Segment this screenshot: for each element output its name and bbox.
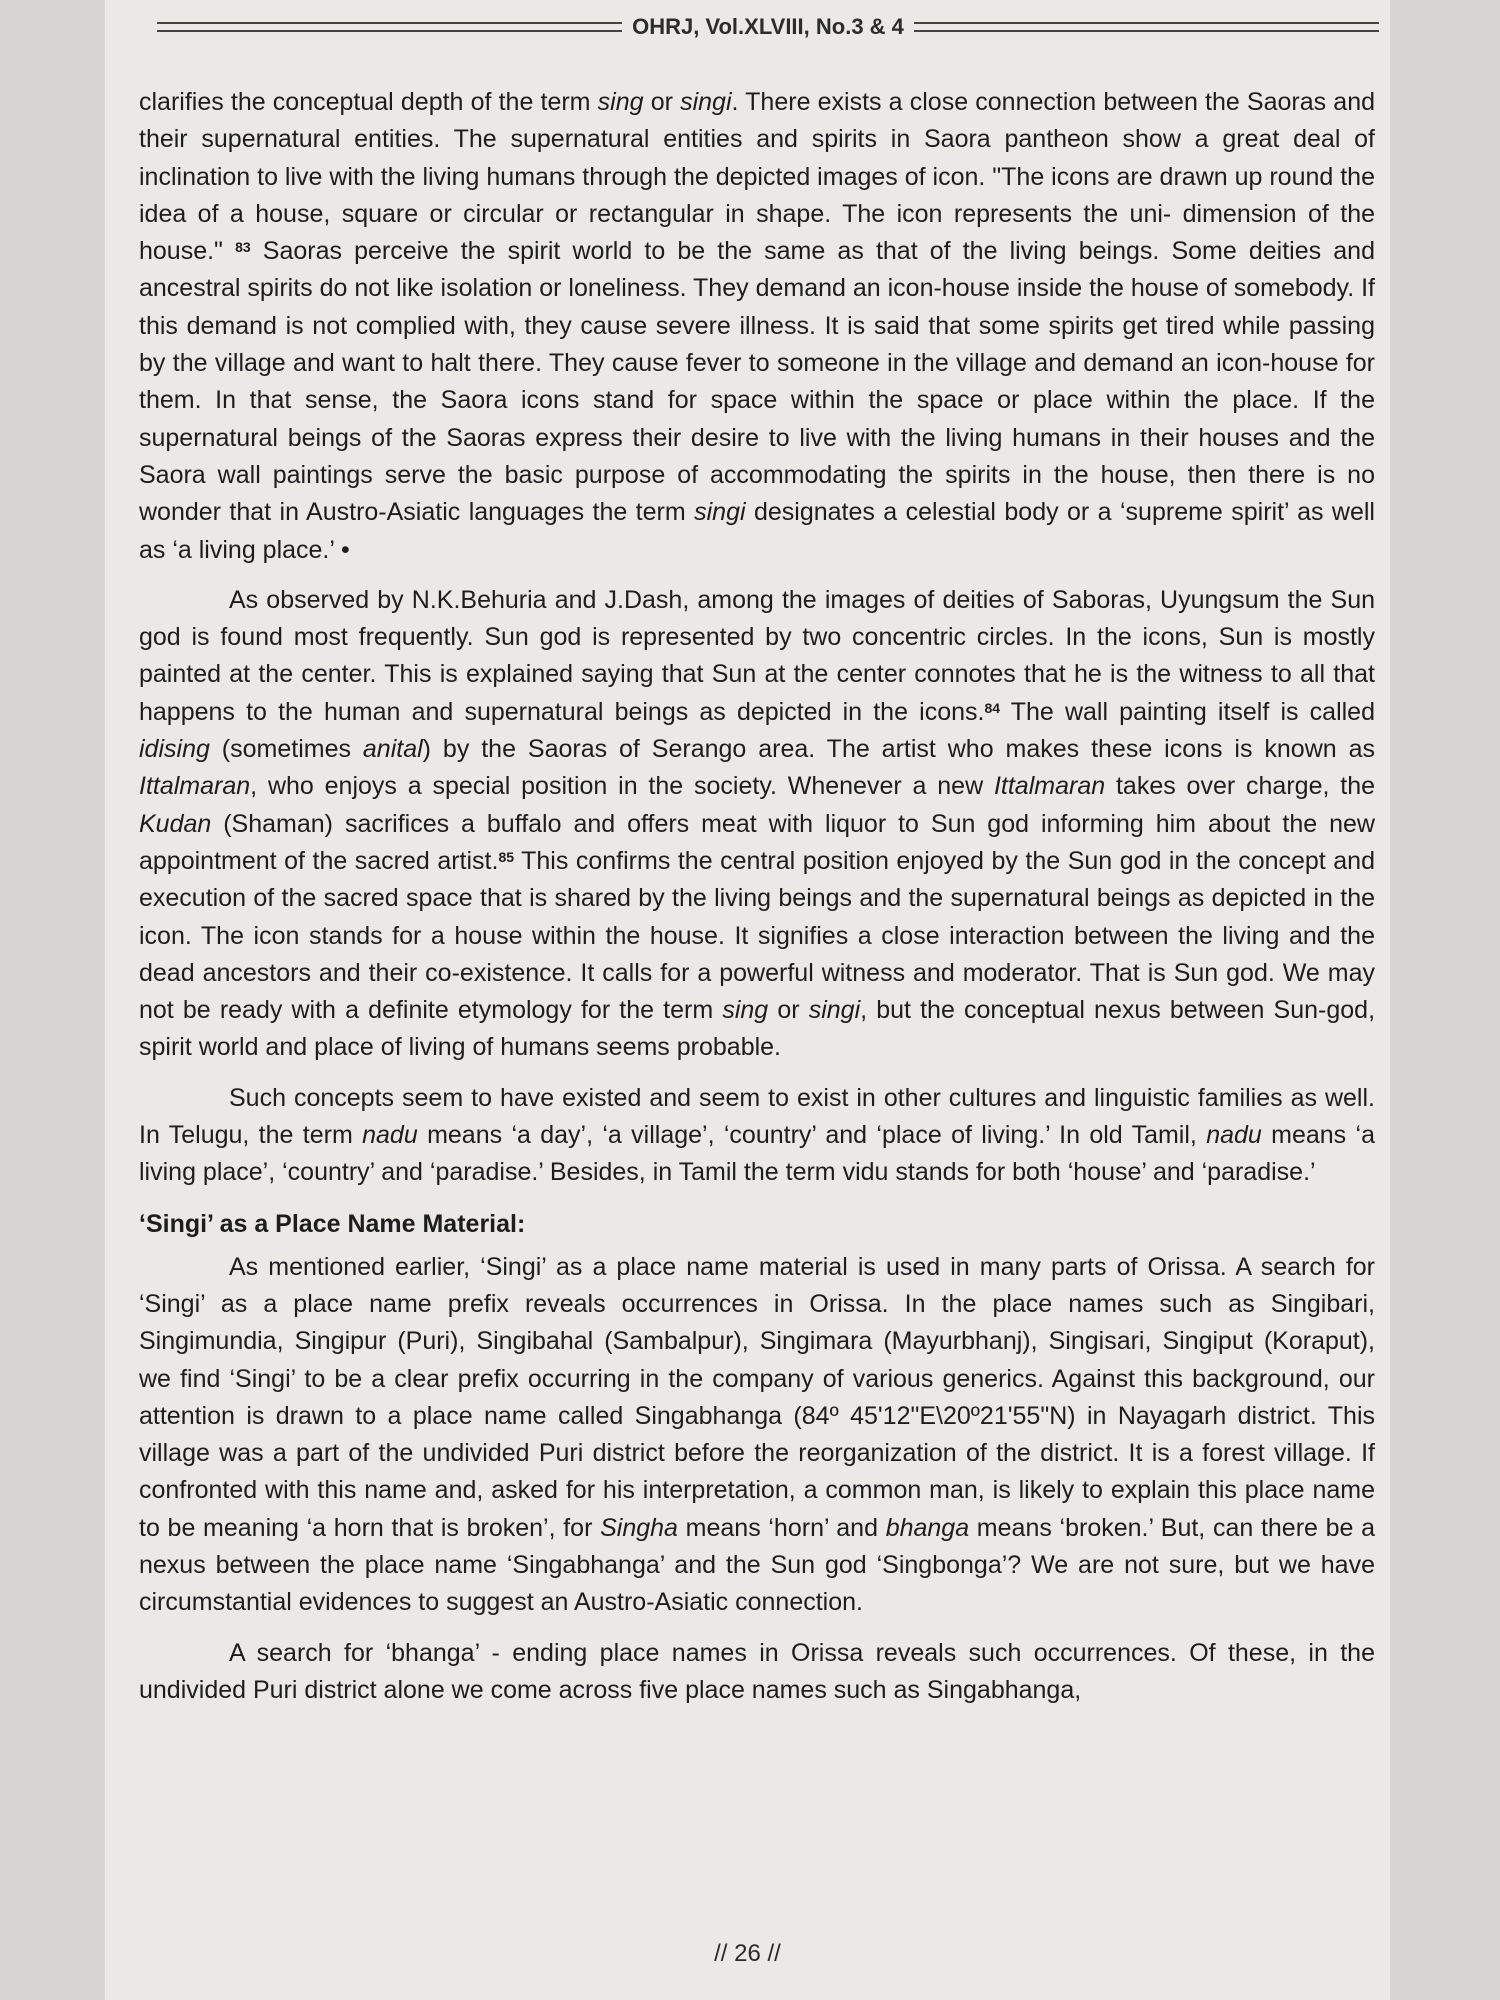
italic-term: idising <box>139 735 210 764</box>
text-run: , who enjoys a special position in the society. Whenever a new <box>250 772 994 801</box>
article-body <box>139 84 1375 1709</box>
text-run: The wall painting itself is called <box>1000 697 1375 726</box>
italic-term: singi <box>808 996 861 1025</box>
journal-page <box>105 0 1390 2000</box>
italic-term: Ittalmaran <box>139 772 251 801</box>
page-number: // 26 // <box>714 1940 781 1967</box>
text-run: clarifies the conceptual depth of the term <box>139 88 598 116</box>
text-run: (Shaman) sacrifices a buffalo and offers meat with liquor to Sun god informing him about the new appointment of the sacred artist. <box>139 809 1375 875</box>
paragraph <box>139 582 1375 1067</box>
text-run: or <box>643 88 681 116</box>
text-run: means ‘a living place’, ‘country’ and ‘paradise.’ Besides, in Tamil the term vidu stands for both ‘house’ and ‘paradise.’ <box>139 1121 1375 1187</box>
footnote-ref: 84 <box>984 699 1001 716</box>
text-run: means ‘a day’, ‘a village’, ‘country’ and ‘place of living.’ In old Tamil, <box>417 1121 1207 1150</box>
text-run: or <box>768 996 809 1025</box>
italic-term: Ittalmaran <box>993 772 1106 801</box>
italic-term: singi <box>694 498 746 527</box>
text-run: means ‘horn’ and <box>677 1513 886 1542</box>
header-rule-left <box>157 22 622 32</box>
text-run: , but the conceptual nexus between Sun-god, spirit world and place of living of humans seems probable. <box>139 996 1376 1062</box>
italic-term: bhanga <box>885 1513 970 1542</box>
footnote-ref: 83 <box>235 239 251 256</box>
italic-term: Singha <box>600 1513 678 1542</box>
text-run: ) by the Saoras of Serango area. The artist who makes these icons is known as <box>422 735 1375 764</box>
footnote-ref: 85 <box>498 848 515 865</box>
text-run: As observed by N.K.Behuria and J.Dash, among the images of deities of Saboras, Uyungsum the Sun god is found most frequently. Sun god is represented by two concentric circles. In the icons, Sun is mostly painted at the center. This is explained saying that Sun at the center connotes that he is the witness to all that happens to the human and supernatural beings as depicted in the icons. <box>139 585 1375 726</box>
text-run: Such concepts seem to have existed and seem to exist in other cultures and linguistic families as well. In Telugu, the term <box>139 1083 1375 1150</box>
italic-term: singi <box>680 88 732 116</box>
text-run: takes over charge, the <box>1105 772 1376 801</box>
text-run: . There exists a close connection between the Saoras and their supernatural entities. The supernatural entities and spirits in Saora pantheon show a great deal of inclination to live with the living humans through the depicted images of icon. "The icons are drawn up round the idea of a house, square or circular or rectangular in shape. The icon represents the uni- dimension of the house." <box>139 88 1375 266</box>
text-run: Saoras perceive the spirit world to be the same as that of the living beings. Some deities and ancestral spirits do not like isolation or loneliness. They demand an icon-house inside the house of somebody. If this demand is not complied with, they cause severe illness. It is said that some spirits get tired while passing by the village and want to halt there. They cause fever to someone in the village and demand an icon-house for them. In that sense, the Saora icons stand for space within the space or place within the place. If the supernatural beings of the Saoras express their desire to live with the living humans in their houses and the Saora wall paintings serve the basic purpose of accommodating the spirits in the house, then there is no wonder that in Austro-Asiatic languages the term <box>139 237 1375 527</box>
journal-title: OHRJ, Vol.XLVIII, No.3 & 4 <box>632 14 904 39</box>
running-header <box>157 12 1379 42</box>
italic-term: Kudan <box>139 809 212 838</box>
text-run: This confirms the central position enjoyed by the Sun god in the concept and execution of the sacred space that is shared by the living beings and the supernatural beings as depicted in the icon. The icon stands for a house within the house. It signifies a close interaction between the living and the dead ancestors and their co-existence. It calls for a powerful witness and moderator. That is Sun god. We may not be ready with a definite etymology for the term <box>139 846 1375 1025</box>
paragraph <box>139 84 1375 569</box>
text-run: As mentioned earlier, ‘Singi’ as a place name material is used in many parts of Orissa. A search for ‘Singi’ as a place name prefix reveals occurrences in Orissa. In the place names such as Singibari, Singimundia, Singipur (Puri), Singibahal (Sambalpur), Singimara (Mayurbhanj), Singisari, Singiput (Koraput), we find ‘Singi’ to be a clear prefix occurring in the company of various generics. Against this background, our attention is drawn to a place name called Singabhanga (84º 45'12"E\20º21'55"N) in Nayagarh district. This village was a part of the undivided Puri district before the reorganization of the district. It is a forest village. If confronted with this name and, asked for his interpretation, a common man, is likely to explain this place name to be meaning ‘a horn that is broken’, for <box>139 1252 1375 1542</box>
text-run: designates a celestial body or a ‘supreme spirit’ as well as ‘a living place.’ • <box>139 498 1375 564</box>
section-heading: ‘Singi’ as a Place Name Material: <box>139 1209 526 1238</box>
italic-term: sing <box>722 996 769 1025</box>
header-rule-right <box>914 22 1379 32</box>
text-run: A search for ‘bhanga’ - ending place names in Orissa reveals such occurrences. Of these, in the undivided Puri district alone we come across five place names such as Singabhanga, <box>139 1638 1375 1704</box>
italic-term: sing <box>597 88 644 116</box>
italic-term: nadu <box>362 1121 418 1150</box>
paragraph <box>139 1249 1375 1622</box>
paragraph <box>139 1080 1375 1192</box>
paragraph <box>139 1635 1375 1710</box>
italic-term: nadu <box>1206 1121 1262 1150</box>
italic-term: anital <box>362 735 423 764</box>
text-run: means ‘broken.’ But, can there be a nexus between the place name ‘Singabhanga’ and the Sun god ‘Singbonga’? We are not sure, but we have circumstantial evidences to suggest an Austro-Asiatic connection. <box>139 1513 1376 1617</box>
text-run: (sometimes <box>209 735 363 764</box>
